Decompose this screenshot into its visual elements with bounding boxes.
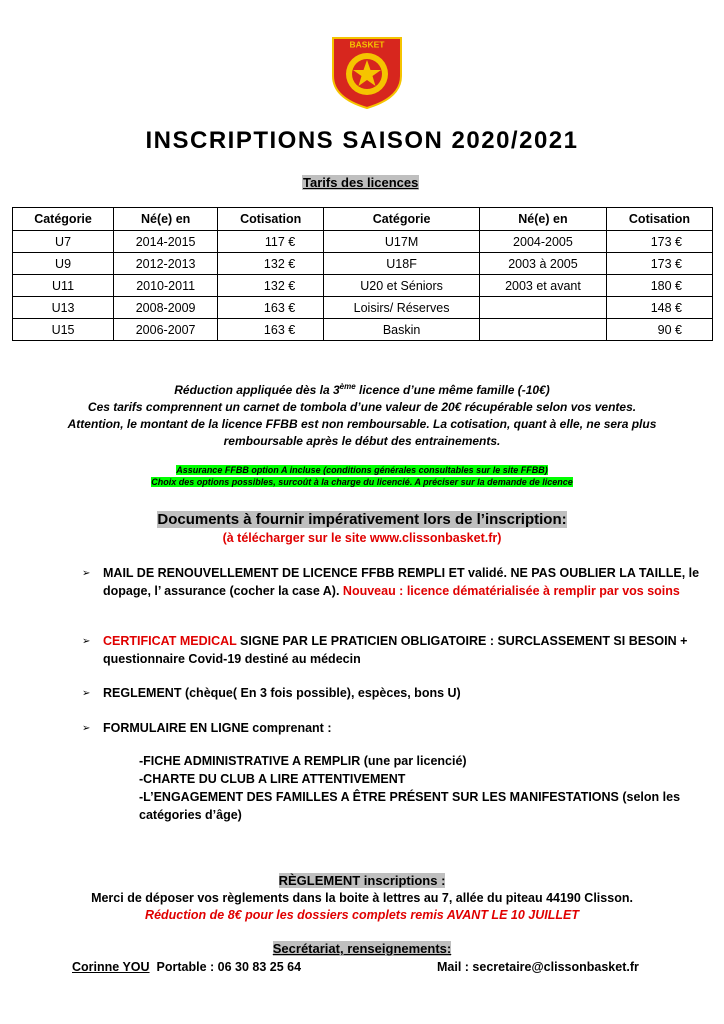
document-item-licence: MAIL DE RENOUVELLEMENT DE LICENCE FFBB REMPLI ET validé. NE PAS OUBLIER LA TAILLE, le dopage, l’ assurance (cocher la case A). Nouveau : licence dématérialisée à remplir par vos soins: [103, 566, 700, 598]
table-row: [13, 319, 713, 341]
contact-phone: Corinne YOU Portable : 06 30 83 25 64: [72, 960, 302, 974]
reglement-address: Merci de déposer vos règlements dans la boite à lettres au 7, allée du piteau 44190 Clisson.: [91, 891, 633, 905]
document-item-formulaire: FORMULAIRE EN LIGNE comprenant :: [103, 721, 332, 735]
table-cell: 163 €: [218, 319, 324, 341]
documents-download-note: (à télécharger sur le site www.clissonbasket.fr): [222, 531, 502, 545]
arrow-bullet-icon: ➢: [82, 568, 91, 579]
table-cell: 2012-2013: [114, 253, 218, 275]
documents-heading: Documents à fournir impérativement lors de l’inscription:: [157, 511, 567, 528]
arrow-bullet-icon: ➢: [82, 688, 91, 699]
table-cell: U20 et Séniors: [324, 275, 480, 297]
formulaire-sub-fiche: -FICHE ADMINISTRATIVE A REMPLIR (une par licencié): [139, 754, 467, 768]
table-cell: U18F: [324, 253, 480, 275]
header-cell: Cotisation: [606, 208, 712, 231]
document-item-reglement: REGLEMENT (chèque( En 3 fois possible), espèces, bons U): [103, 686, 461, 700]
reduction-line: Réduction appliquée dès la 3ème licence d’une même famille (-10€): [174, 382, 550, 397]
table-cell: 90 €: [606, 319, 712, 341]
non-refund-line: Attention, le montant de la licence FFBB est non remboursable. La cotisation, quant à elle, ne sera plus: [67, 417, 657, 431]
table-cell: 2003 à 2005: [479, 253, 606, 275]
table-cell: 2004-2005: [479, 231, 606, 253]
arrow-bullet-icon: ➢: [82, 723, 91, 734]
table-cell: U17M: [324, 231, 480, 253]
table-cell: U15: [13, 319, 114, 341]
arrow-bullet-icon: ➢: [82, 636, 91, 647]
header-cell: Catégorie: [13, 208, 114, 231]
page-title: INSCRIPTIONS SAISON 2020/2021: [145, 127, 579, 154]
table-cell: 163 €: [218, 297, 324, 319]
tarifs-table: [12, 207, 713, 341]
table-row: [13, 253, 713, 275]
table-cell: 173 €: [606, 253, 712, 275]
table-cell: 173 €: [606, 231, 712, 253]
header-cell: Catégorie: [324, 208, 480, 231]
table-cell: U11: [13, 275, 114, 297]
table-cell: 180 €: [606, 275, 712, 297]
secretariat-heading: Secrétariat, renseignements:: [272, 941, 452, 956]
header-cell: Né(e) en: [479, 208, 606, 231]
table-cell: U9: [13, 253, 114, 275]
table-row: [13, 297, 713, 319]
contact-name: Corinne YOU: [72, 960, 150, 974]
document-item-certificat: CERTIFICAT MEDICAL SIGNE PAR LE PRATICIEN OBLIGATOIRE : SURCLASSEMENT SI BESOIN + questionnaire Covid-19 destiné au médecin: [103, 634, 688, 666]
table-cell: 148 €: [606, 297, 712, 319]
assurance-notice: [0, 464, 724, 488]
table-cell: 2008-2009: [114, 297, 218, 319]
assurance-line: Assurance FFBB option A incluse (conditions générales consultables sur le site FFBB): [176, 465, 548, 475]
table-cell: U7: [13, 231, 114, 253]
contact-mail: Mail : secretaire@clissonbasket.fr: [437, 960, 639, 974]
reduction-notice: [0, 378, 724, 450]
table-row: [13, 231, 713, 253]
table-cell: 2014-2015: [114, 231, 218, 253]
table-row: [13, 275, 713, 297]
table-cell: 117 €: [218, 231, 324, 253]
table-cell: Baskin: [324, 319, 480, 341]
non-refund-line-2: remboursable après le début des entrainements.: [223, 434, 501, 448]
table-header-row: [13, 208, 713, 231]
header-cell: Né(e) en: [114, 208, 218, 231]
svg-text:BASKET: BASKET: [349, 39, 385, 50]
table-cell: U13: [13, 297, 114, 319]
table-cell: 2006-2007: [114, 319, 218, 341]
table-cell: [479, 319, 606, 341]
table-cell: 132 €: [218, 253, 324, 275]
formulaire-sub-charte: -CHARTE DU CLUB A LIRE ATTENTIVEMENT: [139, 772, 406, 786]
club-logo: [331, 36, 403, 110]
table-cell: [479, 297, 606, 319]
reglement-reduction: Réduction de 8€ pour les dossiers complets remis AVANT LE 10 JUILLET: [145, 908, 579, 922]
table-cell: Loisirs/ Réserves: [324, 297, 480, 319]
table-cell: 2003 et avant: [479, 275, 606, 297]
tarifs-heading: Tarifs des licences: [303, 175, 419, 190]
options-line: Choix des options possibles, surcoût à la charge du licencié. A préciser sur la demande de licence: [151, 477, 573, 487]
table-cell: 2010-2011: [114, 275, 218, 297]
tombola-line: Ces tarifs comprennent un carnet de tombola d’une valeur de 20€ récupérable selon vos ventes.: [87, 400, 637, 414]
table-cell: 132 €: [218, 275, 324, 297]
header-cell: Cotisation: [218, 208, 324, 231]
formulaire-sub-engagement: -L’ENGAGEMENT DES FAMILLES A ÊTRE PRÉSENT SUR LES MANIFESTATIONS (selon les catégories d’âge): [139, 790, 681, 822]
reglement-heading: RÈGLEMENT inscriptions :: [278, 873, 446, 888]
